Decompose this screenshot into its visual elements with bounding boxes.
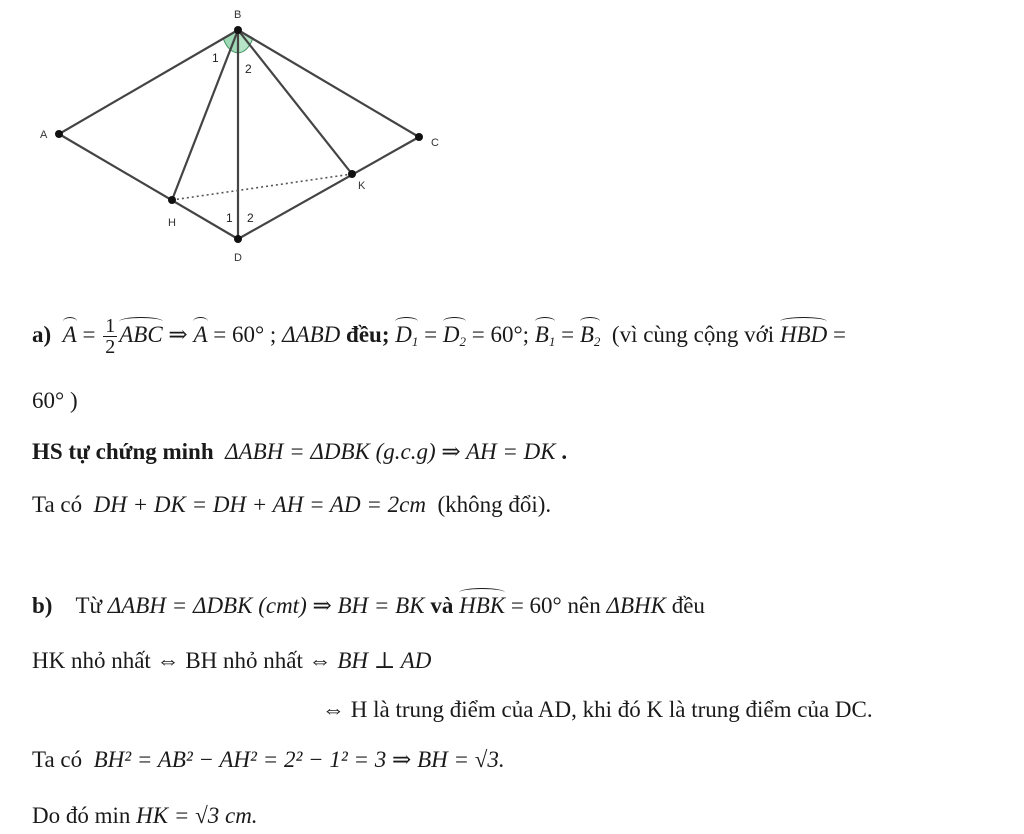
nen-text: nên xyxy=(561,593,607,618)
do-do-min: Do đó min xyxy=(32,803,131,828)
triangle-abd: ΔABD xyxy=(282,321,341,347)
hs-proof-label: HS tự chứng minh xyxy=(32,439,214,464)
part-b-line-3 xyxy=(322,695,1012,725)
segment-hk-dotted xyxy=(172,174,352,200)
hbk-value: = 60° xyxy=(505,593,562,618)
continuation-60: 60° ) xyxy=(32,388,78,413)
deu-text-b: đều xyxy=(665,593,705,618)
side-cd xyxy=(238,137,419,239)
angle-b1: $B_1$ xyxy=(534,321,556,349)
midpoint-text: ⇔ H là trung điểm của AD, khi đó K là trung điểm của DC. xyxy=(322,697,873,722)
tu-text: Từ xyxy=(75,593,102,618)
angle-hbk: HBK xyxy=(459,591,505,621)
label-b: B xyxy=(234,9,242,21)
ta-co-2: Ta có xyxy=(32,747,83,772)
part-a-line-1: a) A = $\frac{1}{2}$ ABC ⇒ A = 60° ; ΔABD đều; $D_1 = D_2 = 60^\circ$; $B_1 = B_2$ (vì cùng cộng với HBD = xyxy=(32,315,846,358)
part-a-line-3 xyxy=(32,437,1024,467)
fraction-half xyxy=(103,316,117,357)
angle-a: A xyxy=(63,320,77,350)
part-b-line-2 xyxy=(32,646,1024,676)
side-bc xyxy=(238,30,419,137)
point-b xyxy=(234,26,242,34)
side-ab xyxy=(59,30,238,134)
khong-doi: (không đổi). xyxy=(437,492,552,517)
label-k: K xyxy=(358,180,366,192)
line-end-equals: = xyxy=(832,321,846,347)
d1-letter: D xyxy=(395,321,412,347)
label-d: D xyxy=(234,252,242,264)
d-value: = 60°; xyxy=(465,321,535,347)
frac-den: 2 xyxy=(105,336,116,358)
part-b-line-5 xyxy=(32,801,1024,831)
side-da xyxy=(59,134,238,239)
angle-hbd: HBD xyxy=(780,320,827,350)
deu-text: đều; xyxy=(340,321,396,347)
point-h xyxy=(168,196,176,204)
label-h: H xyxy=(168,217,176,229)
congruence-cmt: ΔABH = ΔDBK (cmt) ⇒ BH = BK xyxy=(107,593,425,618)
part-b-line-4 xyxy=(32,745,1024,775)
frac-num: 1 xyxy=(105,315,116,337)
min-hk: HK = √3 cm. xyxy=(136,803,258,828)
point-a xyxy=(55,130,63,138)
period: . xyxy=(555,439,568,464)
part-a-line-2 xyxy=(32,386,1024,416)
angle-label-b2: 2 xyxy=(245,62,252,76)
congruence-statement: ΔABH = ΔDBK (g.c.g) ⇒ AH = DK xyxy=(225,439,556,464)
angle-a-value: = 60° ; xyxy=(207,321,283,347)
ta-co: Ta có xyxy=(32,492,83,517)
angle-abc: ABC xyxy=(119,320,162,350)
b1-letter: B xyxy=(534,321,549,347)
part-a-label: a) xyxy=(32,321,52,347)
angle-d1: $D_1$ xyxy=(395,321,419,349)
angle-label-d2: 2 xyxy=(247,211,254,225)
angle-d2: $D_2$ xyxy=(442,321,466,349)
angle-label-d1: 1 xyxy=(226,211,233,225)
rhombus-figure xyxy=(0,0,470,275)
d2-letter: D xyxy=(442,321,460,347)
angle-b2: $B_2$ xyxy=(579,321,601,349)
segment-bk xyxy=(238,30,352,174)
implies: ⇒ xyxy=(162,321,194,347)
label-a: A xyxy=(40,129,48,141)
part-b-label: b) xyxy=(32,593,53,618)
point-c xyxy=(415,133,423,141)
b2-letter: B xyxy=(579,321,594,347)
label-c: C xyxy=(431,137,439,149)
equals: = xyxy=(76,321,102,347)
angle-label-b1: 1 xyxy=(212,51,219,65)
point-d xyxy=(234,235,242,243)
point-k xyxy=(348,170,356,178)
part-b-line-1 xyxy=(32,591,1024,621)
perpendicular: BH ⊥ AD xyxy=(337,648,432,673)
triangle-bhk: ΔBHK xyxy=(606,593,666,618)
hk-min-text: HK nhỏ nhất ⇔ BH nhỏ nhất ⇔ xyxy=(32,648,332,673)
pythagoras-equation: BH² = AB² − AH² = 2² − 1² = 3 ⇒ BH = √3. xyxy=(93,747,505,772)
segment-bh xyxy=(172,30,238,200)
angle-a-2: A xyxy=(193,320,207,350)
part-a-line-4 xyxy=(32,490,1024,520)
va-text: và xyxy=(424,593,460,618)
sum-equation: DH + DK = DH + AH = AD = 2cm xyxy=(93,492,426,517)
reason-text: (vì cùng cộng với xyxy=(611,321,780,347)
